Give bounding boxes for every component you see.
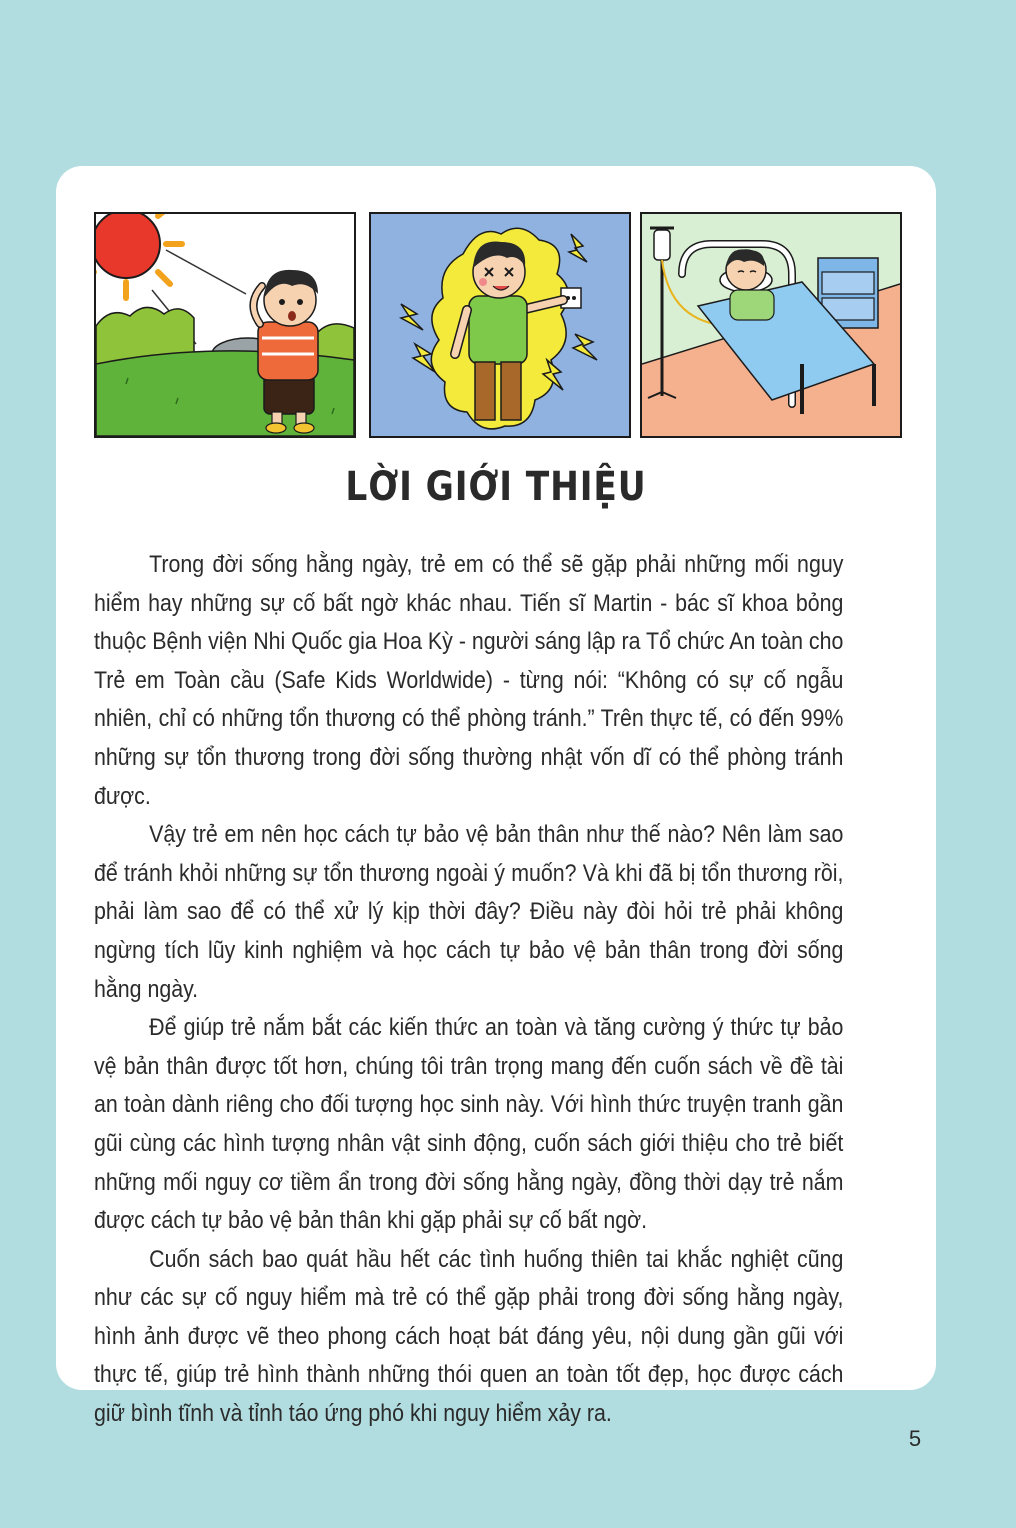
paragraph: Trong đời sống hằng ngày, trẻ em có thể sẽ gặp phải những mối nguy hiểm hay những sự cố bất ngờ khác nhau. Tiến sĩ Martin - bác sĩ khoa bỏng thuộc Bệnh viện Nhi Quốc gia Hoa Kỳ - người sáng lập ra Tổ chức An toàn cho Trẻ em Toàn cầu (Safe Kids Worldwide) - từng nói: “Không có sự cố ngẫu nhiên, chỉ có những tổn thương có thể phòng tránh.” Trên thực tế, có đến 99% những sự tổn thương trong đời sống thường nhật vốn dĩ có thể phòng tránh được. — [94, 551, 844, 810]
paragraph: Để giúp trẻ nắm bắt các kiến thức an toàn và tăng cường ý thức tự bảo vệ bản thân được tốt hơn, chúng tôi trân trọng mang đến cuốn sách về đề tài an toàn dành riêng cho đối tượng học sinh này. Với hình thức truyện tranh gần gũi cùng các hình tượng nhân vật sinh động, cuốn sách giới thiệu cho trẻ biết những mối nguy cơ tiềm ẩn trong đời sống hằng ngày, đồng thời dạy trẻ nắm được cách tự bảo vệ bản thân khi gặp phải sự cố bất ngờ. — [94, 1014, 844, 1235]
illustration-strip — [94, 212, 902, 438]
illustration-hospital-bed-boy — [640, 212, 902, 438]
page-number: 5 — [908, 1426, 922, 1451]
paragraph: Vậy trẻ em nên học cách tự bảo vệ bản thân như thế nào? Nên làm sao để tránh khỏi những sự tổn thương ngoài ý muốn? Và khi đã bị tổn thương rồi, phải làm sao để có thể xử lý kịp thời đây? Điều này đòi hỏi trẻ phải không ngừng tích lũy kinh nghiệm và học cách tự bảo vệ bản thân trong đời sống hằng ngày. — [94, 821, 844, 1003]
page-title: LỜI GIỚI THIỆU — [345, 464, 647, 510]
intro-text — [94, 546, 843, 1434]
content-card — [56, 166, 936, 1428]
illustration-electric-shock-boy — [369, 212, 631, 438]
illustration-sunstroke-boy — [94, 212, 356, 438]
paragraph: Cuốn sách bao quát hầu hết các tình huống thiên tai khắc nghiệt cũng như các sự cố nguy hiểm mà trẻ có thể gặp phải trong đời sống hằng ngày, hình ảnh được vẽ theo phong cách hoạt bát đáng yêu, nội dung gần gũi với thực tế, giúp trẻ hình thành những thói quen an toàn tốt đẹp, học được cách giữ bình tĩnh và tỉnh táo ứng phó khi nguy hiểm xảy ra. — [94, 1245, 844, 1428]
